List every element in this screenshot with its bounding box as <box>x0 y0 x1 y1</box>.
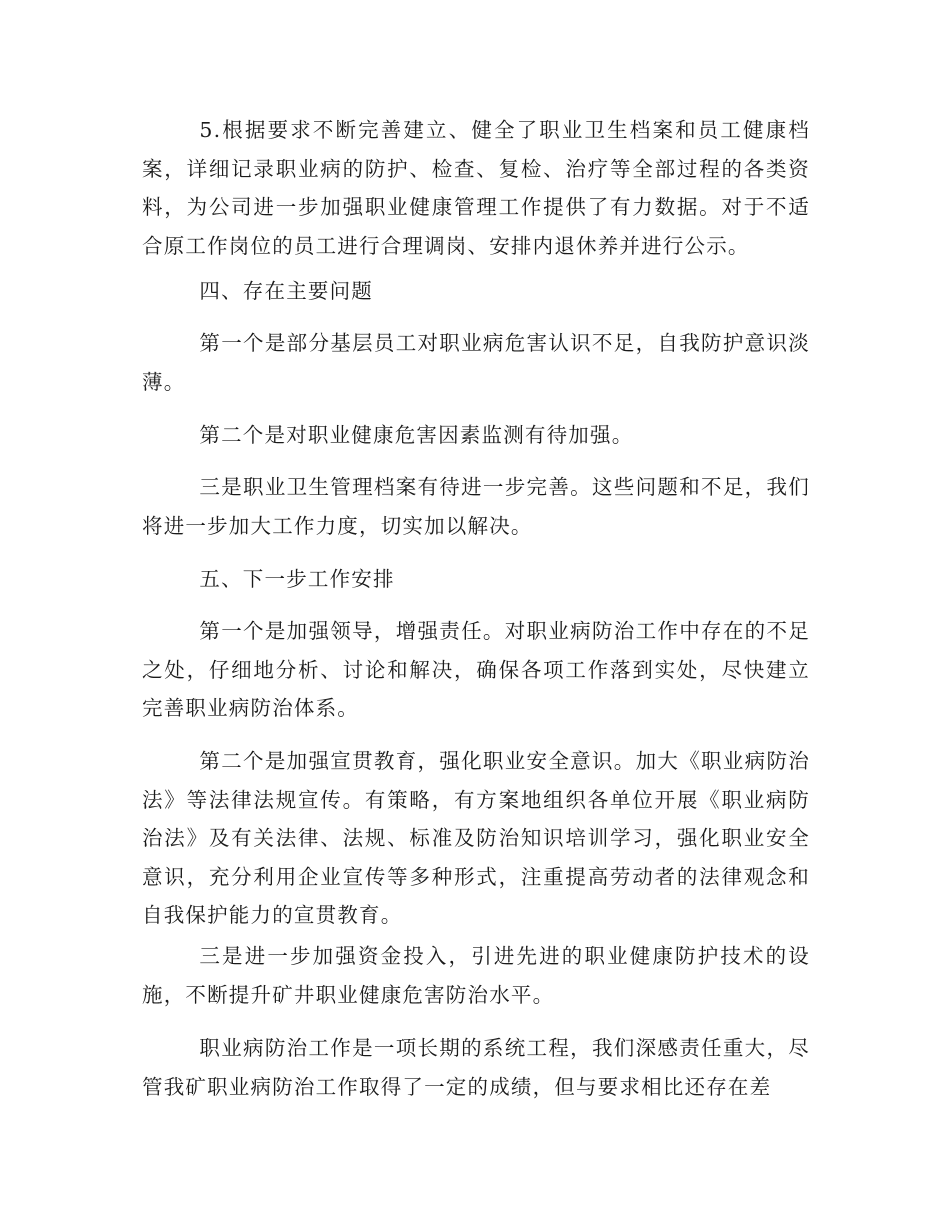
paragraph-problem-2: 第二个是对职业健康危害因素监测有待加强。 <box>199 423 634 447</box>
paragraph-conclusion: 职业病防治工作是一项长期的系统工程，我们深感责任重大，尽管我矿职业病防治工作取得了一定的成绩，但与要求相比还存在差 <box>142 1036 810 1099</box>
paragraph-problem-3: 三是职业卫生管理档案有待进一步完善。这些问题和不足，我们将进一步加大工作力度，切实加以解决。 <box>142 475 810 538</box>
paragraph-step-1: 第一个是加强领导，增强责任。对职业病防治工作中存在的不足之处，仔细地分析、讨论和解决，确保各项工作落到实处，尽快建立完善职业病防治体系。 <box>142 619 810 720</box>
paragraph-step-2: 第二个是加强宣贯教育，强化职业安全意识。加大《职业病防治法》等法律法规宣传。有策略，有方案地组织各单位开展《职业病防治法》及有关法律、法规、标准及防治知识培训学习，强化职业安全意识，充分利用企业宣传等多种形式，注重提高劳动者的法律观念和自我保护能力的宣贯教育。 <box>142 749 810 927</box>
paragraph-problem-1: 第一个是部分基层员工对职业病危害认识不足，自我防护意识淡薄。 <box>142 331 810 394</box>
section-heading-next-steps: 五、下一步工作安排 <box>199 567 395 591</box>
paragraph-step-3: 三是进一步加强资金投入，引进先进的职业健康防护技术的设施，不断提升矿井职业健康危害防治水平。 <box>142 944 810 1007</box>
paragraph-archives: 5.根据要求不断完善建立、健全了职业卫生档案和员工健康档案，详细记录职业病的防护、检查、复检、治疗等全部过程的各类资料，为公司进一步加强职业健康管理工作提供了有力数据。对于不适合原工作岗位的员工进行合理调岗、安排内退休养并进行公示。 <box>142 118 810 258</box>
section-heading-problems: 四、存在主要问题 <box>199 279 373 303</box>
